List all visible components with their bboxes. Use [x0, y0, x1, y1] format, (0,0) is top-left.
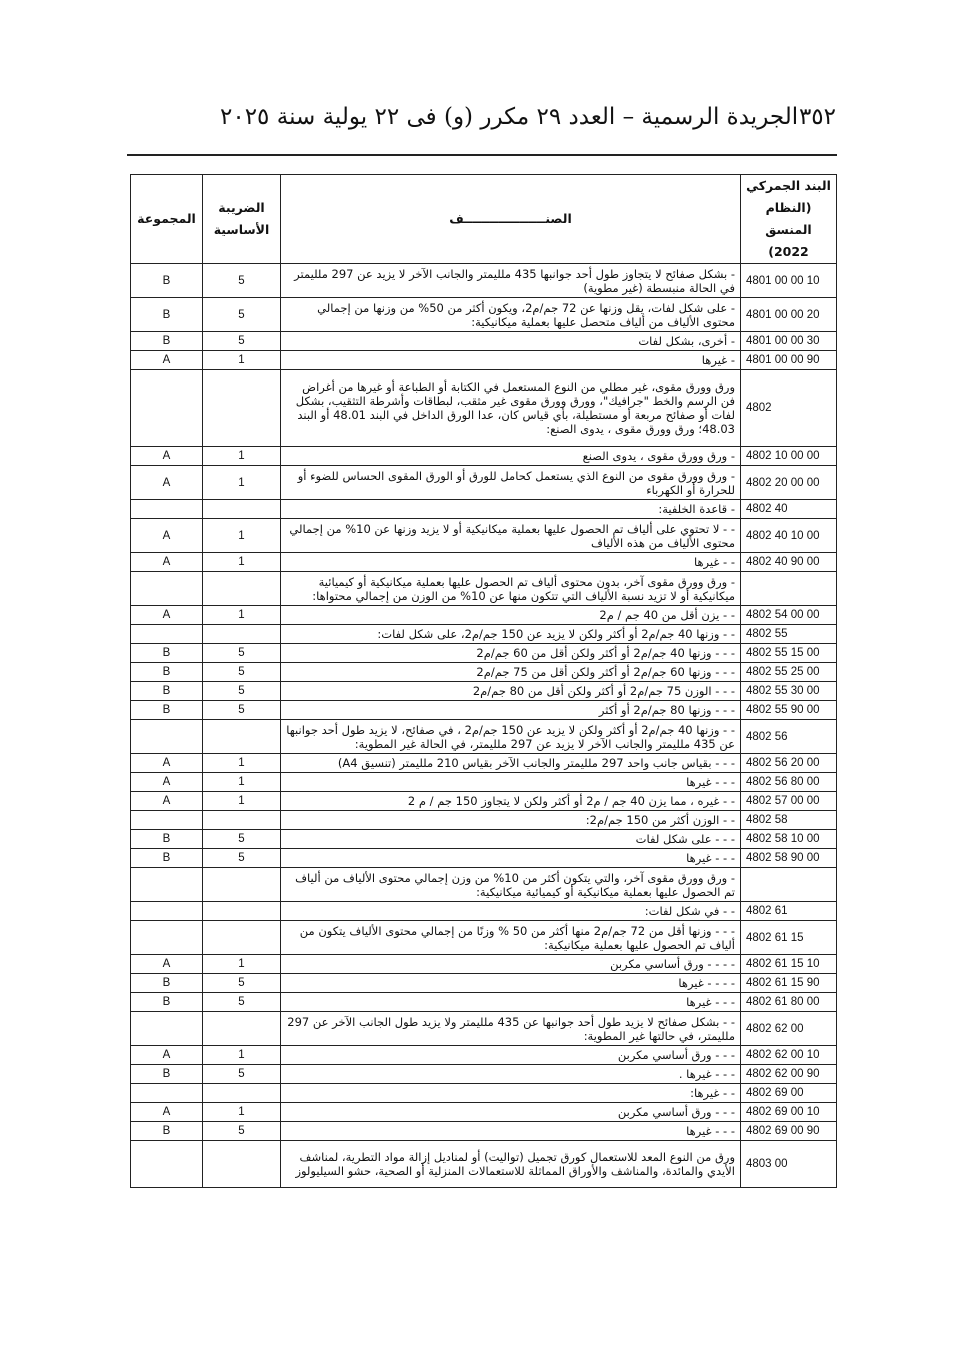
group-cell: B: [131, 1122, 203, 1141]
rate-cell: [203, 1141, 281, 1188]
table-row: [131, 1122, 837, 1141]
table-row: [131, 644, 837, 663]
table-row: [131, 921, 837, 955]
table-row: [131, 1046, 837, 1065]
rate-cell: 5: [203, 682, 281, 701]
description-cell: - - في شكل لفات:: [281, 902, 741, 921]
group-cell: B: [131, 993, 203, 1012]
group-cell: B: [131, 849, 203, 868]
group-cell: B: [131, 663, 203, 682]
table-row: [131, 264, 837, 298]
group-cell: A: [131, 351, 203, 370]
rate-cell: 5: [203, 701, 281, 720]
page-header: [128, 104, 836, 144]
rate-cell: [203, 868, 281, 902]
group-cell: A: [131, 754, 203, 773]
table-row: [131, 1103, 837, 1122]
code-cell: 4802 62 00: [741, 1012, 837, 1046]
code-cell: 4801 00 00 20: [741, 298, 837, 332]
header-rate: الضريبة الأساسية: [203, 175, 281, 264]
table-row: [131, 993, 837, 1012]
group-cell: [131, 1141, 203, 1188]
group-cell: B: [131, 830, 203, 849]
code-cell: 4802 69 00 10: [741, 1103, 837, 1122]
group-cell: [131, 1084, 203, 1103]
code-cell: 4802 55 15 00: [741, 644, 837, 663]
group-cell: A: [131, 792, 203, 811]
description-cell: - ورق وورق مقوى ، يدوى الصنع: [281, 447, 741, 466]
group-cell: [131, 811, 203, 830]
group-cell: [131, 370, 203, 447]
description-cell: - - - غيرها .: [281, 1065, 741, 1084]
description-cell: - - - ورق أساسي مكربن: [281, 1103, 741, 1122]
description-cell: - - وزنها 40 جم/م2 أو أكثر ولكن لا يزيد عن 150 جم/م2 ، في صفائح، لا يزيد طول أحد جوانبها عن 435 ملليمتر والجانب الآخر لا يزيد عن 297 ملليمتر، في الحالة غير المطوية:: [281, 720, 741, 754]
group-cell: A: [131, 466, 203, 500]
table-row: [131, 1084, 837, 1103]
group-cell: B: [131, 644, 203, 663]
group-cell: [131, 868, 203, 902]
description-cell: - - يزن أقل من 40 جم / م2: [281, 606, 741, 625]
rate-cell: 1: [203, 1103, 281, 1122]
table-row: [131, 902, 837, 921]
rate-cell: [203, 811, 281, 830]
group-cell: [131, 902, 203, 921]
description-cell: - - - بقياس جانب واحد 297 ملليمتر والجانب الآخر بقياس 210 ملليمتر (تنسيق A4): [281, 754, 741, 773]
table-body: [131, 264, 837, 1188]
code-cell: 4802 54 00 00: [741, 606, 837, 625]
description-cell: - ورق وورق مقوى من النوع الذي يستعمل كحامل للورق أو الورق المقوى الحساس للضوء أو للحرارة أو الكهرباء: [281, 466, 741, 500]
table-row: [131, 974, 837, 993]
code-cell: 4802 58 10 00: [741, 830, 837, 849]
code-cell: 4802: [741, 370, 837, 447]
code-cell: 4802 61 80 00: [741, 993, 837, 1012]
code-cell: 4802 57 00 00: [741, 792, 837, 811]
table-row: [131, 500, 837, 519]
code-cell: 4802 58 90 00: [741, 849, 837, 868]
table-row: [131, 1141, 837, 1188]
rate-cell: 1: [203, 754, 281, 773]
group-cell: A: [131, 1103, 203, 1122]
description-cell: - - بشكل صفائح لا يزيد طول أحد جوانبها عن 435 ملليمتر ولا يزيد طول الجانب الآخر عن 297 ملليمتر، في حالتها غير المطوية:: [281, 1012, 741, 1046]
header-description: الصنـــــــــــــــــــف: [281, 175, 741, 264]
group-cell: B: [131, 332, 203, 351]
description-cell: - - - وزنها 60 جم/م2 أو أكثر ولكن أقل من 75 جم/م2: [281, 663, 741, 682]
group-cell: A: [131, 553, 203, 572]
header-group: المجموعة: [131, 175, 203, 264]
rate-cell: 5: [203, 1065, 281, 1084]
rate-cell: 5: [203, 830, 281, 849]
table-row: [131, 572, 837, 606]
group-cell: [131, 500, 203, 519]
code-cell: 4803 00: [741, 1141, 837, 1188]
table-row: [131, 466, 837, 500]
code-cell: [741, 868, 837, 902]
code-cell: 4802 55 25 00: [741, 663, 837, 682]
code-cell: 4801 00 00 90: [741, 351, 837, 370]
code-cell: 4802 61: [741, 902, 837, 921]
group-cell: [131, 720, 203, 754]
rate-cell: 1: [203, 553, 281, 572]
table-row: [131, 868, 837, 902]
group-cell: A: [131, 955, 203, 974]
code-cell: 4802 40: [741, 500, 837, 519]
description-cell: - قاعدة الخلفية:: [281, 500, 741, 519]
code-cell: 4802 58: [741, 811, 837, 830]
rate-cell: 1: [203, 955, 281, 974]
code-cell: 4802 61 15 90: [741, 974, 837, 993]
rate-cell: [203, 625, 281, 644]
table-row: [131, 447, 837, 466]
description-cell: - - - غيرها: [281, 773, 741, 792]
description-cell: - - - غيرها: [281, 993, 741, 1012]
table-row: [131, 773, 837, 792]
rate-cell: 5: [203, 644, 281, 663]
group-cell: B: [131, 701, 203, 720]
table-row: [131, 720, 837, 754]
rate-cell: 1: [203, 447, 281, 466]
tariff-table: [130, 174, 837, 1188]
rate-cell: [203, 921, 281, 955]
code-cell: 4802 10 00 00: [741, 447, 837, 466]
rate-cell: 5: [203, 993, 281, 1012]
rate-cell: 5: [203, 1122, 281, 1141]
description-cell: - - - وزنها 80 جم/م2 أو أكثر: [281, 701, 741, 720]
rate-cell: 5: [203, 974, 281, 993]
code-cell: 4802 55: [741, 625, 837, 644]
description-cell: - - - على شكل لفات: [281, 830, 741, 849]
code-cell: 4802 55 30 00: [741, 682, 837, 701]
rate-cell: [203, 500, 281, 519]
description-cell: - - - غيرها: [281, 1122, 741, 1141]
description-cell: - غيرها: [281, 351, 741, 370]
table-row: [131, 830, 837, 849]
code-cell: 4802 56 20 00: [741, 754, 837, 773]
rate-cell: 1: [203, 519, 281, 553]
group-cell: A: [131, 773, 203, 792]
rate-cell: [203, 1012, 281, 1046]
code-cell: 4802 69 00 90: [741, 1122, 837, 1141]
description-cell: - أخرى، بشكل لفات: [281, 332, 741, 351]
description-cell: - ورق وورق مقوى آخر، والتي يتكون أكثر من 10% من وزن إجمالي محتوى الألياف من ألياف تم الحصول عليها بعملية ميكانيكية أو كيميائية ميكانيكية:: [281, 868, 741, 902]
table-header-row: [131, 175, 837, 264]
group-cell: B: [131, 682, 203, 701]
table-row: [131, 332, 837, 351]
description-cell: - - - - ورق أساسي مكربن: [281, 955, 741, 974]
rate-cell: [203, 902, 281, 921]
group-cell: A: [131, 606, 203, 625]
header-divider: [127, 154, 837, 156]
description-cell: - - وزنها 40 جم/م2 أو أكثر ولكن لا يزيد عن 150 جم/م2، على شكل لفات:: [281, 625, 741, 644]
code-cell: 4802 40 90 00: [741, 553, 837, 572]
table-row: [131, 553, 837, 572]
rate-cell: 5: [203, 332, 281, 351]
group-cell: [131, 625, 203, 644]
code-cell: 4802 62 00 90: [741, 1065, 837, 1084]
table-row: [131, 351, 837, 370]
table-row: [131, 682, 837, 701]
rate-cell: 1: [203, 606, 281, 625]
rate-cell: [203, 572, 281, 606]
code-cell: 4802 20 00 00: [741, 466, 837, 500]
code-cell: 4802 56: [741, 720, 837, 754]
table-row: [131, 1065, 837, 1084]
description-cell: - - - وزنها 40 جم/م2 أو أكثر ولكن أقل من 60 جم/م2: [281, 644, 741, 663]
rate-cell: 1: [203, 773, 281, 792]
rate-cell: 5: [203, 298, 281, 332]
table-row: [131, 606, 837, 625]
group-cell: [131, 921, 203, 955]
table-row: [131, 792, 837, 811]
table-row: [131, 754, 837, 773]
table-row: [131, 1012, 837, 1046]
header-code: البند الجمركي (النظام المنسق 2022): [741, 175, 837, 264]
group-cell: B: [131, 974, 203, 993]
description-cell: - ورق وورق مقوى آخر، بدون محتوى ألياف تم الحصول عليها بعملية ميكانيكية أو كيميائية ميكانيكية أو لا تزيد نسبة الألياف التي تتكون منها عن 10% من الوزن من إجمالي محتواها:: [281, 572, 741, 606]
rate-cell: 5: [203, 264, 281, 298]
description-cell: ورق من النوع المعد للاستعمال كورق تجميل (تواليت) أو لمناديل إزالة مواد التطرية، لمناشف الأيدي والمائدة، والمناشف والأوراق المماثلة للاستعمالات المنزلية أو الصحية، حشو السيليولوز: [281, 1141, 741, 1188]
group-cell: A: [131, 519, 203, 553]
table-row: [131, 519, 837, 553]
code-cell: 4802 56 80 00: [741, 773, 837, 792]
table-row: [131, 955, 837, 974]
rate-cell: 1: [203, 466, 281, 500]
description-cell: - - غيره ، مما يزن 40 جم / م2 أو أكثر ولكن لا يتجاوز 150 جم / م 2: [281, 792, 741, 811]
description-cell: - على شكل لفات، يقل وزنها عن 72 جم/م2، ويكون أكثر من 50% من وزنها من إجمالي محتوى الألياف من ألياف متحصل عليها بعملية ميكانيكية:: [281, 298, 741, 332]
group-cell: B: [131, 1065, 203, 1084]
table-row: [131, 811, 837, 830]
description-cell: - - - ورق أساسي مكربن: [281, 1046, 741, 1065]
table-row: [131, 370, 837, 447]
rate-cell: 5: [203, 663, 281, 682]
table-row: [131, 663, 837, 682]
description-cell: - بشكل صفائح لا يتجاوز طول أحد جوانبها 435 ملليمتر والجانب الآخر لا يزيد عن 297 ملليمتر في الحالة منبسطة (غير مطوية): [281, 264, 741, 298]
description-cell: - - غيرها:: [281, 1084, 741, 1103]
rate-cell: 5: [203, 849, 281, 868]
group-cell: [131, 572, 203, 606]
description-cell: - - - وزنها أقل من 72 جم/م2 منها أكثر من 50 % وزنًا من إجمالي محتوى الألياف يتكون من ألياف تم الحصول عليها بعملية ميكانيكية:: [281, 921, 741, 955]
table-row: [131, 625, 837, 644]
code-cell: 4802 61 15 10: [741, 955, 837, 974]
table-row: [131, 298, 837, 332]
rate-cell: [203, 1084, 281, 1103]
code-cell: [741, 572, 837, 606]
table-row: [131, 701, 837, 720]
description-cell: - - - - غيرها: [281, 974, 741, 993]
gazette-title: الجريدة الرسمية – العدد ٢٩ مكرر (و) فى ٢٢ يولية سنة ٢٠٢٥: [220, 104, 799, 130]
page-number: ٣٥٢: [798, 104, 836, 130]
rate-cell: [203, 720, 281, 754]
rate-cell: 1: [203, 1046, 281, 1065]
table-row: [131, 849, 837, 868]
code-cell: 4801 00 00 10: [741, 264, 837, 298]
description-cell: - - لا تحتوي على ألياف تم الحصول عليها بعملية ميكانيكية أو لا يزيد وزنها عن 10% من إجمالي محتوى الألياف من هذه الألياف: [281, 519, 741, 553]
group-cell: [131, 1012, 203, 1046]
description-cell: ورق وورق مقوى، غير مطلي من النوع المستعمل في الكتابة أو الطباعة أو غيرها من أغراض فن الرسم والخط "جرافيك"، وورق وورق مقوى غير مثقب، لبطاقات وأشرطة التثقيب، بشكل لفات أو صفائح مربعة أو مستطيلة، بأي قياس كان، عدا الورق الداخل في البند 48.01 أو البند 48.03؛ ورق وورق مقوى ، يدوى الصنع:: [281, 370, 741, 447]
code-cell: 4802 62 00 10: [741, 1046, 837, 1065]
code-cell: 4802 40 10 00: [741, 519, 837, 553]
group-cell: B: [131, 298, 203, 332]
description-cell: - - - غيرها: [281, 849, 741, 868]
group-cell: A: [131, 1046, 203, 1065]
rate-cell: 1: [203, 792, 281, 811]
description-cell: - - الوزن أكثر من 150 جم/م2:: [281, 811, 741, 830]
description-cell: - - - الوزن 75 جم/م2 أو أكثر ولكن أقل من 80 جم/م2: [281, 682, 741, 701]
code-cell: 4802 61 15: [741, 921, 837, 955]
code-cell: 4802 69 00: [741, 1084, 837, 1103]
code-cell: 4801 00 00 30: [741, 332, 837, 351]
group-cell: B: [131, 264, 203, 298]
rate-cell: [203, 370, 281, 447]
description-cell: - - غيرها: [281, 553, 741, 572]
rate-cell: 1: [203, 351, 281, 370]
group-cell: A: [131, 447, 203, 466]
code-cell: 4802 55 90 00: [741, 701, 837, 720]
